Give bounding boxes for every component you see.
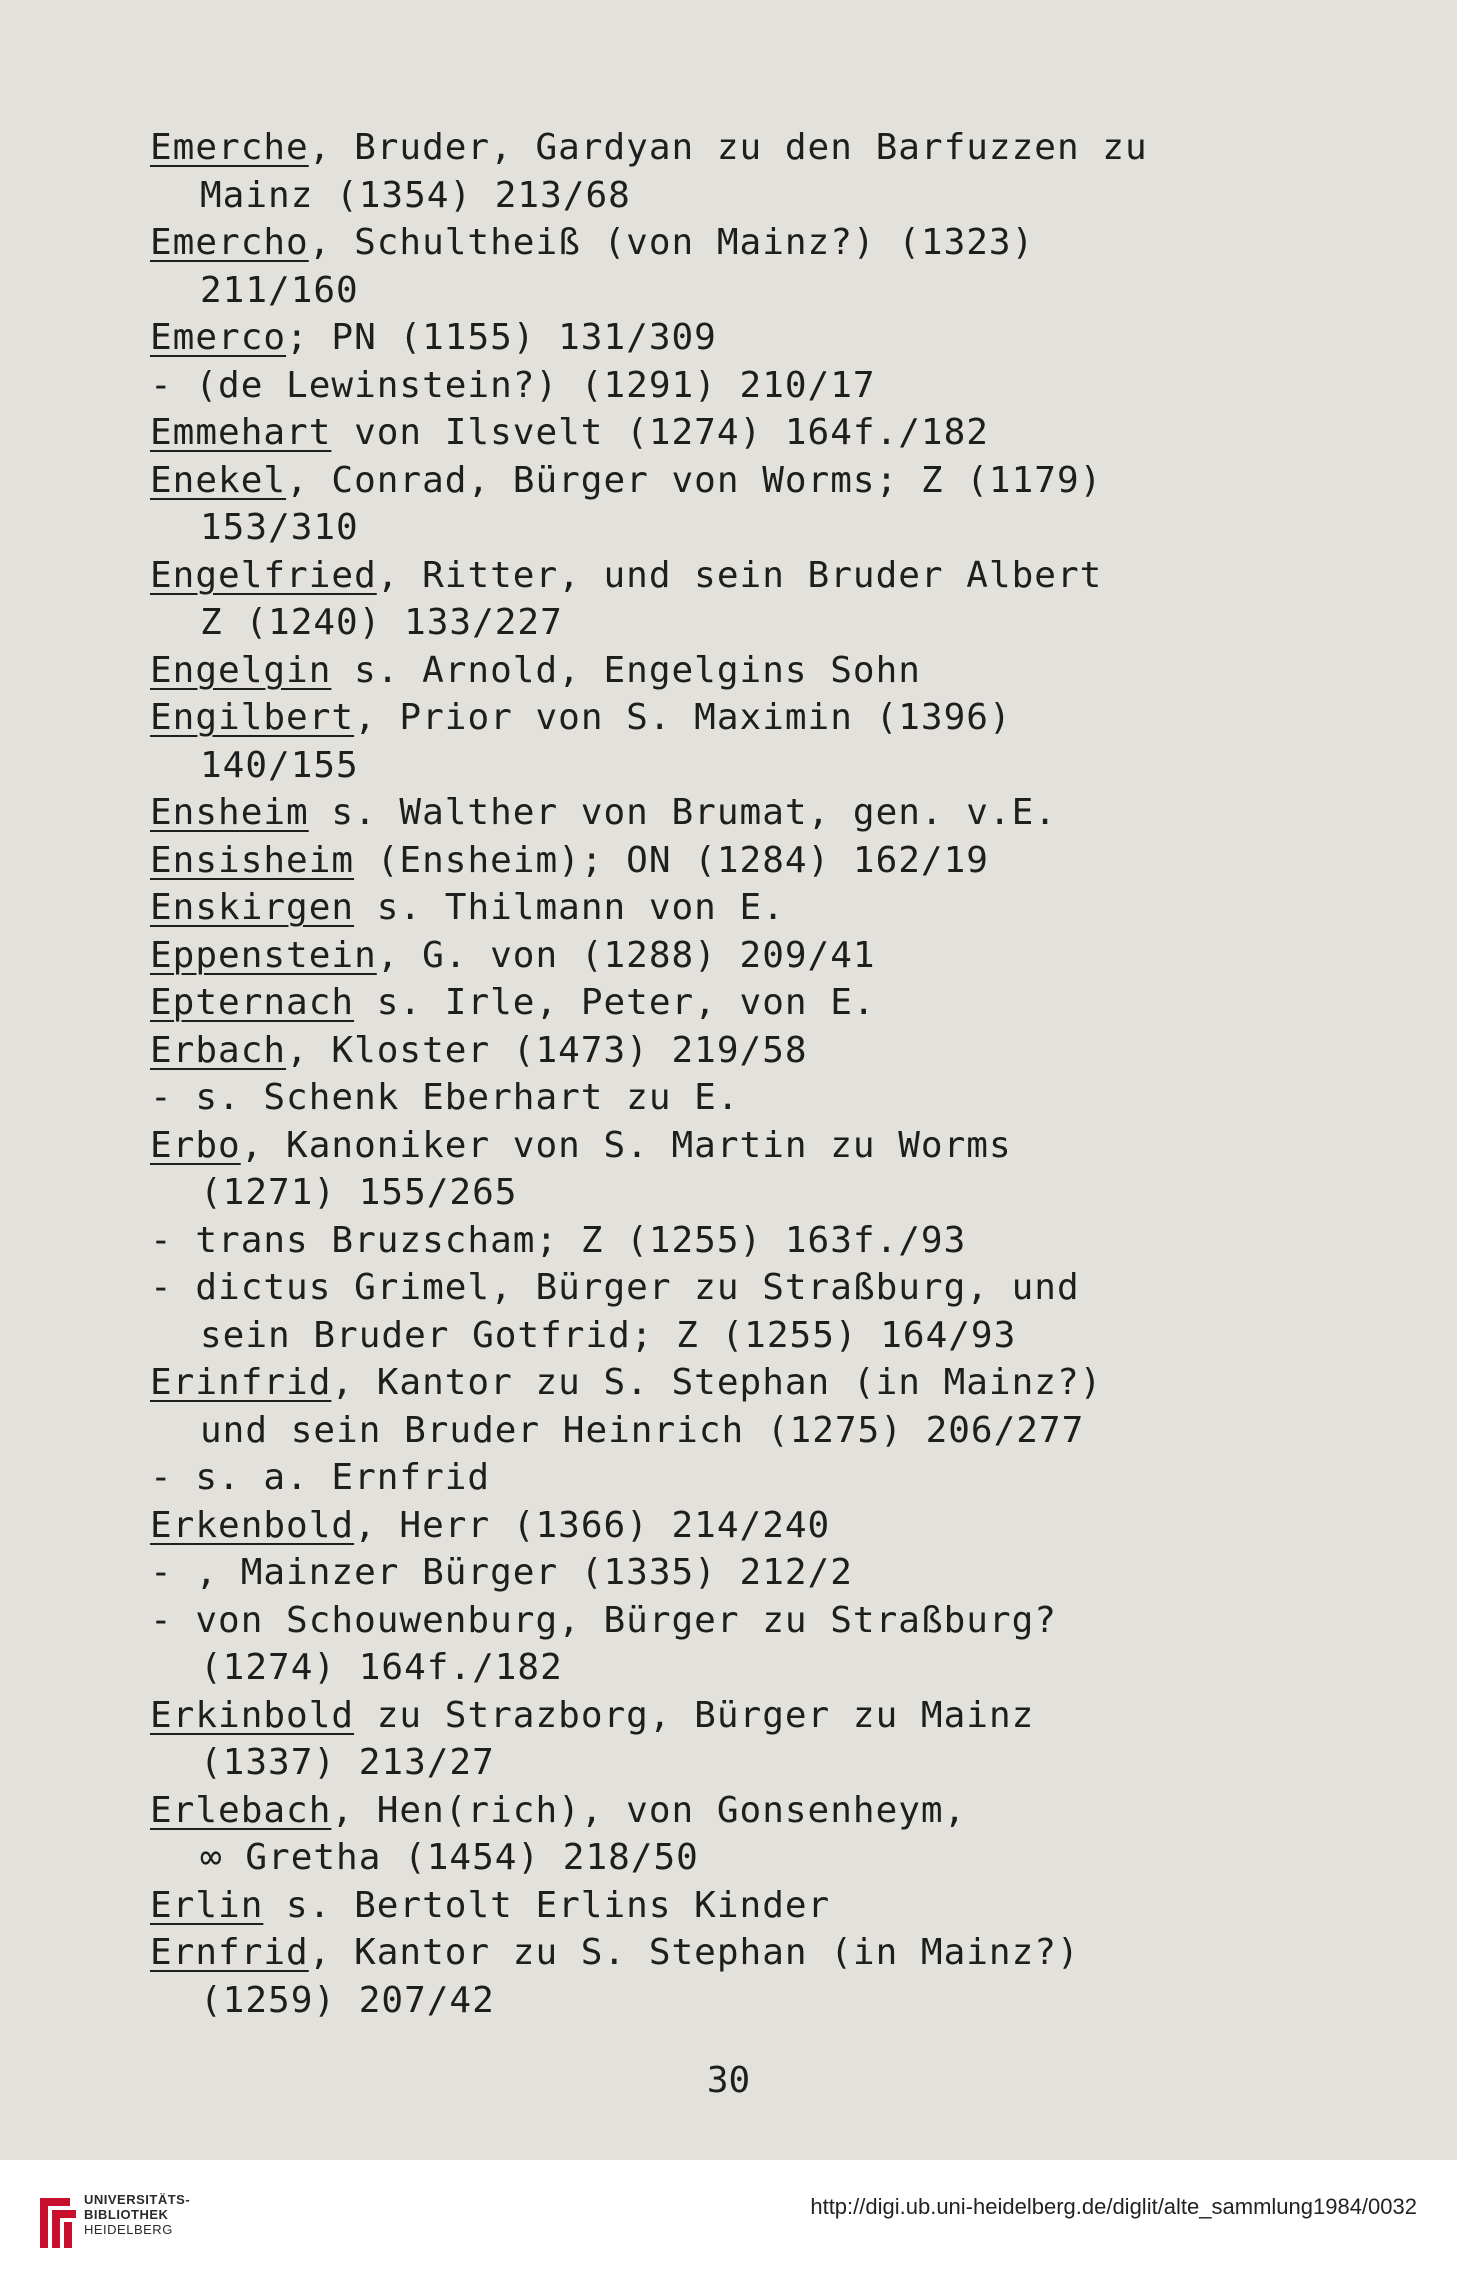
entry-headword: Erkinbold (150, 1694, 355, 1736)
entry-headword: Erkenbold (150, 1504, 355, 1546)
entry-headword: Eppenstein (150, 934, 377, 976)
entry-headword: Emercho (150, 222, 309, 263)
library-name (84, 2192, 190, 2237)
entry-text: (Ensheim); ON (1284) 162/19 (354, 839, 989, 881)
entry-text: 153/310 (200, 507, 359, 548)
entry-text: - s. Schenk Eberhart zu E. (150, 1077, 740, 1118)
entry-text: , Kanoniker von S. Martin zu Worms (240, 1124, 1012, 1166)
entry-text: - trans Bruzscham; Z (1255) 163f./93 (150, 1219, 967, 1261)
entry-line (150, 932, 1380, 980)
entry-text: 211/160 (200, 269, 359, 311)
entry-text: Mainz (1354) 213/68 (200, 174, 631, 216)
entry-continuation-line (150, 1644, 1380, 1692)
entry-line (150, 647, 1380, 695)
entry-text: s. Arnold, Engelgins Sohn (331, 649, 921, 691)
entry-headword: Erlin (150, 1884, 264, 1926)
entry-line (150, 884, 1380, 932)
entry-text: (1337) 213/27 (200, 1742, 495, 1783)
entry-headword: Engelfried (150, 554, 377, 596)
entry-text: (1271) 155/265 (200, 1172, 518, 1213)
entry-line (150, 1787, 1380, 1835)
entry-headword: Ernfrid (150, 1932, 309, 1973)
entry-continuation-line (150, 1977, 1380, 2025)
entry-continuation-line (150, 504, 1380, 552)
entry-line (150, 219, 1380, 267)
entry-headword: Ensisheim (150, 839, 355, 881)
entry-line (150, 552, 1380, 600)
entry-continuation-line (150, 599, 1380, 647)
entry-continuation-line (150, 1834, 1380, 1882)
entry-headword: Emmehart (150, 412, 332, 453)
entry-line (150, 1027, 1380, 1075)
library-logo-icon[interactable] (38, 2188, 78, 2250)
entry-headword: Emerco (150, 317, 287, 358)
entry-text: zu Strazborg, Bürger zu Mainz (354, 1694, 1035, 1736)
entry-text: , Schultheiß (von Mainz?) (1323) (308, 222, 1035, 263)
entry-text: (1259) 207/42 (200, 1979, 495, 2021)
entry-line (150, 1122, 1380, 1170)
entry-headword: Ensheim (150, 792, 309, 833)
entry-headword: Enekel (150, 459, 287, 501)
entry-text: , G. von (1288) 209/41 (376, 934, 876, 976)
entry-line (150, 979, 1380, 1027)
entry-line (150, 1217, 1380, 1265)
entry-headword: Emerche (150, 127, 309, 168)
entry-line (150, 409, 1380, 457)
library-name-line3: HEIDELBERG (84, 2222, 173, 2237)
entry-line (150, 1882, 1380, 1930)
entry-text: - s. a. Ernfrid (150, 1457, 491, 1498)
entry-text: - (de Lewinstein?) (1291) 210/17 (150, 364, 876, 406)
entry-text: , Hen(rich), von Gonsenheym, (331, 1789, 967, 1831)
entry-text: s. Irle, Peter, von E. (354, 982, 876, 1023)
entry-text: s. Bertolt Erlins Kinder (263, 1884, 831, 1926)
entry-text: , Ritter, und sein Bruder Albert (376, 554, 1103, 596)
entry-headword: Erlebach (150, 1789, 332, 1831)
entry-line (150, 1692, 1380, 1740)
entry-line (150, 457, 1380, 505)
register-entries (150, 124, 1380, 2024)
entry-headword: Epternach (150, 982, 355, 1023)
entry-line (150, 362, 1380, 410)
entry-text: , Kantor zu S. Stephan (in Mainz?) (331, 1362, 1103, 1403)
entry-text: - von Schouwenburg, Bürger zu Straßburg? (150, 1599, 1057, 1641)
entry-headword: Engilbert (150, 697, 355, 738)
entry-line (150, 1074, 1380, 1122)
entry-line (150, 837, 1380, 885)
source-url-link[interactable]: http://digi.ub.uni-heidelberg.de/diglit/alte_sammlung1984/0032 (810, 2194, 1417, 2219)
page-number: 30 (706, 2060, 751, 2101)
entry-continuation-line (150, 267, 1380, 315)
entry-headword: Erbo (150, 1124, 241, 1166)
entry-text: - , Mainzer Bürger (1335) 212/2 (150, 1552, 853, 1593)
entry-line (150, 1359, 1380, 1407)
entry-headword: Engelgin (150, 649, 332, 691)
entry-text: sein Bruder Gotfrid; Z (1255) 164/93 (200, 1314, 1017, 1356)
entry-line (150, 1264, 1380, 1312)
entry-line (150, 1502, 1380, 1550)
entry-line (150, 1549, 1380, 1597)
entry-text: s. Thilmann von E. (354, 887, 785, 928)
entry-headword: Erinfrid (150, 1362, 332, 1403)
entry-text: und sein Bruder Heinrich (1275) 206/277 (200, 1409, 1085, 1451)
library-name-line1: UNIVERSITÄTS- (84, 2192, 191, 2207)
entry-line (150, 694, 1380, 742)
library-name-line2: BIBLIOTHEK (84, 2207, 169, 2222)
entry-continuation-line (150, 172, 1380, 220)
entry-continuation-line (150, 1169, 1380, 1217)
entry-text: Z (1240) 133/227 (200, 602, 563, 643)
entry-line (150, 1929, 1380, 1977)
entry-line (150, 314, 1380, 362)
entry-text: ; PN (1155) 131/309 (286, 317, 717, 358)
entry-text: von Ilsvelt (1274) 164f./182 (331, 412, 989, 453)
entry-line (150, 1597, 1380, 1645)
entry-text: (1274) 164f./182 (200, 1647, 563, 1688)
entry-text: , Bruder, Gardyan zu den Barfuzzen zu (308, 127, 1148, 168)
entry-text: , Kantor zu S. Stephan (in Mainz?) (308, 1932, 1080, 1973)
entry-continuation-line (150, 742, 1380, 790)
entry-continuation-line (150, 1312, 1380, 1360)
entry-headword: Enskirgen (150, 887, 355, 928)
entry-text: , Prior von S. Maximin (1396) (354, 697, 1012, 738)
entry-line (150, 1454, 1380, 1502)
entry-text: s. Walther von Brumat, gen. v.E. (308, 792, 1057, 833)
entry-continuation-line (150, 1407, 1380, 1455)
footer-bar (0, 2160, 1457, 2281)
entry-text: , Kloster (1473) 219/58 (286, 1029, 808, 1071)
entry-text: , Herr (1366) 214/240 (354, 1504, 831, 1546)
entry-text: , Conrad, Bürger von Worms; Z (1179) (286, 459, 1103, 501)
entry-text: - dictus Grimel, Bürger zu Straßburg, und (150, 1267, 1080, 1308)
entry-continuation-line (150, 1739, 1380, 1787)
entry-line (150, 124, 1380, 172)
entry-line (150, 789, 1380, 837)
entry-headword: Erbach (150, 1029, 287, 1071)
entry-text: 140/155 (200, 744, 359, 786)
entry-text: ∞ Gretha (1454) 218/50 (200, 1837, 699, 1878)
